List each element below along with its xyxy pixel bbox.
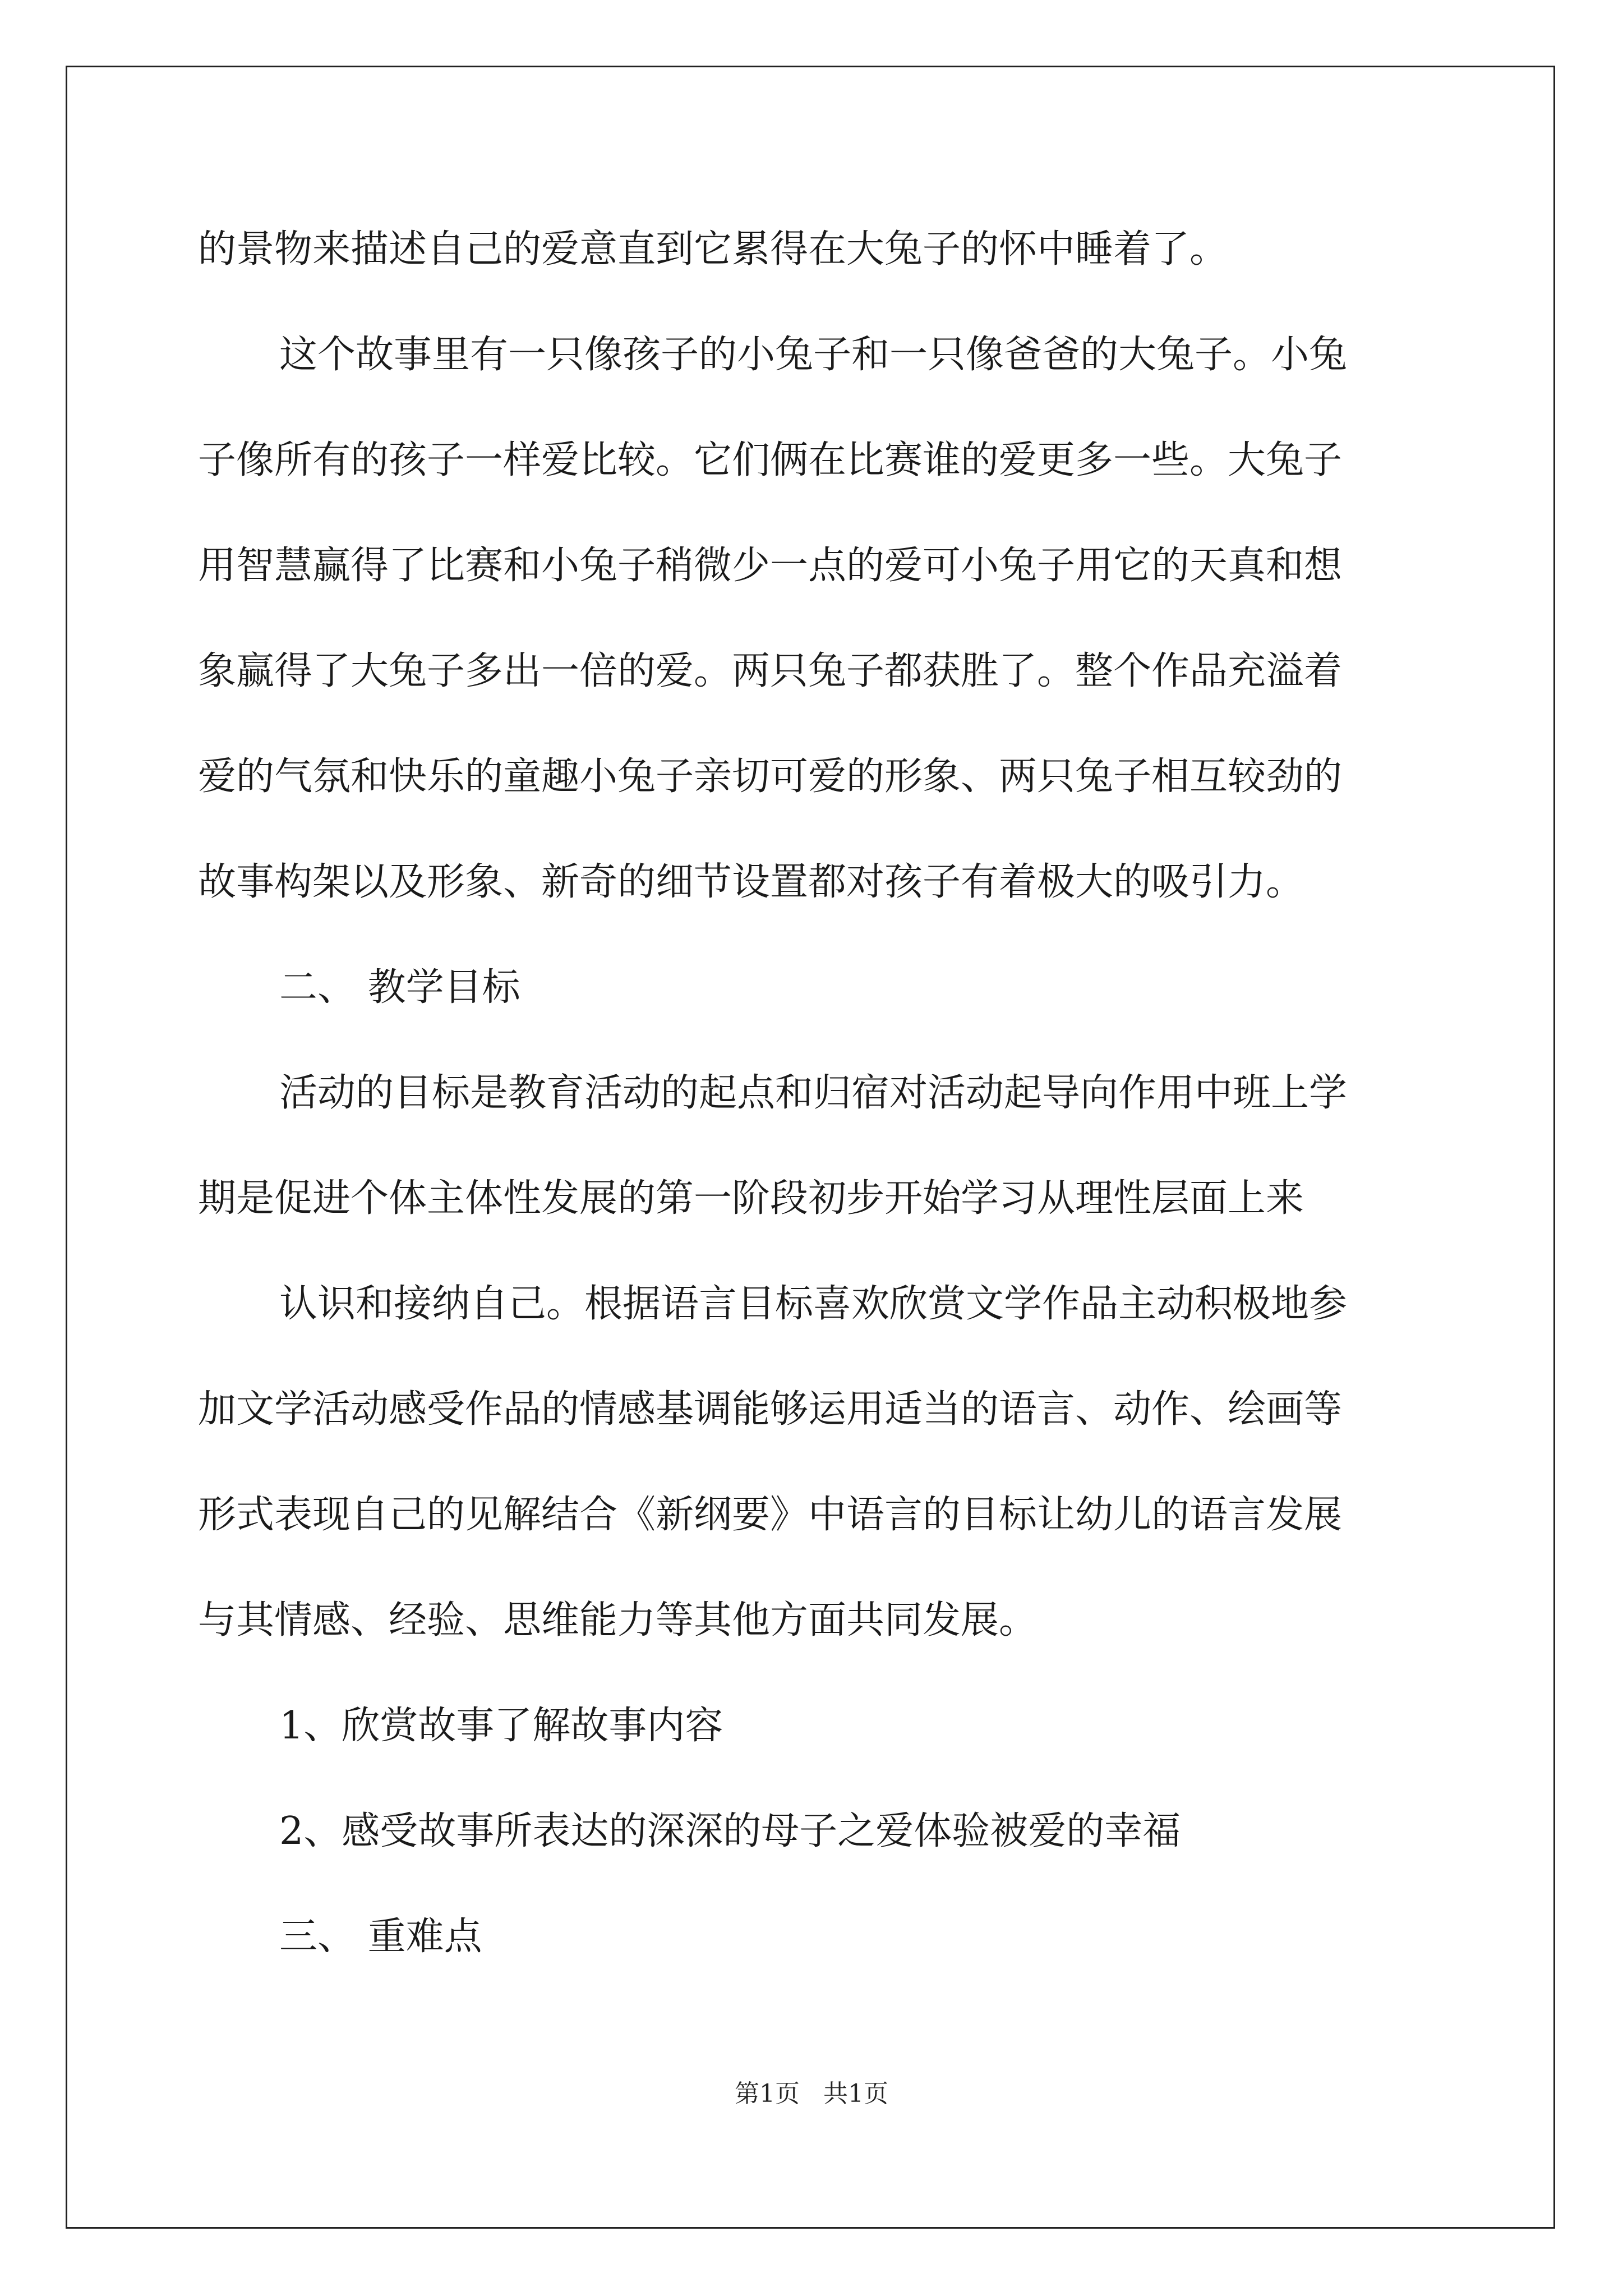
paragraph-line-5: 象赢得了大兔子多出一倍的爱。两只兔子都获胜了。整个作品充溢着 bbox=[198, 649, 1343, 693]
paragraph-line-6: 爱的气氛和快乐的童趣小兔子亲切可爱的形象、两只兔子相互较劲的 bbox=[198, 754, 1343, 799]
paragraph-line-13: 形式表现自己的见解结合《新纲要》中语言的目标让幼儿的语言发展 bbox=[198, 1493, 1343, 1537]
paragraph-line-12: 加文学活动感受作品的情感基调能够运用适当的语言、动作、绘画等 bbox=[198, 1387, 1343, 1432]
paragraph-line-2: 这个故事里有一只像孩子的小兔子和一只像爸爸的大兔子。小兔 bbox=[279, 333, 1348, 377]
page-footer: 第1页 共1页 bbox=[735, 2079, 888, 2108]
section-heading-objectives: 二、 教学目标 bbox=[279, 965, 520, 1010]
page-border bbox=[66, 66, 1555, 2229]
paragraph-line-11: 认识和接纳自己。根据语言目标喜欢欣赏文学作品主动积极地参 bbox=[279, 1282, 1348, 1326]
section-heading-key-points: 三、 重难点 bbox=[279, 1915, 482, 1959]
paragraph-line-1: 的景物来描述自己的爱意直到它累得在大兔子的怀中睡着了。 bbox=[198, 227, 1228, 272]
paragraph-line-7: 故事构架以及形象、新奇的细节设置都对孩子有着极大的吸引力。 bbox=[198, 860, 1304, 904]
paragraph-line-9: 活动的目标是教育活动的起点和归宿对活动起导向作用中班上学 bbox=[279, 1071, 1348, 1115]
list-item-1: 1、欣赏故事了解故事内容 bbox=[279, 1704, 723, 1748]
paragraph-line-4: 用智慧赢得了比赛和小兔子稍微少一点的爱可小兔子用它的天真和想 bbox=[198, 544, 1343, 588]
paragraph-line-10: 期是促进个体主体性发展的第一阶段初步开始学习从理性层面上来 bbox=[198, 1176, 1304, 1221]
list-item-2: 2、感受故事所表达的深深的母子之爱体验被爱的幸福 bbox=[279, 1809, 1181, 1853]
paragraph-line-14: 与其情感、经验、思维能力等其他方面共同发展。 bbox=[198, 1598, 1038, 1642]
paragraph-line-3: 子像所有的孩子一样爱比较。它们俩在比赛谁的爱更多一些。大兔子 bbox=[198, 438, 1343, 482]
